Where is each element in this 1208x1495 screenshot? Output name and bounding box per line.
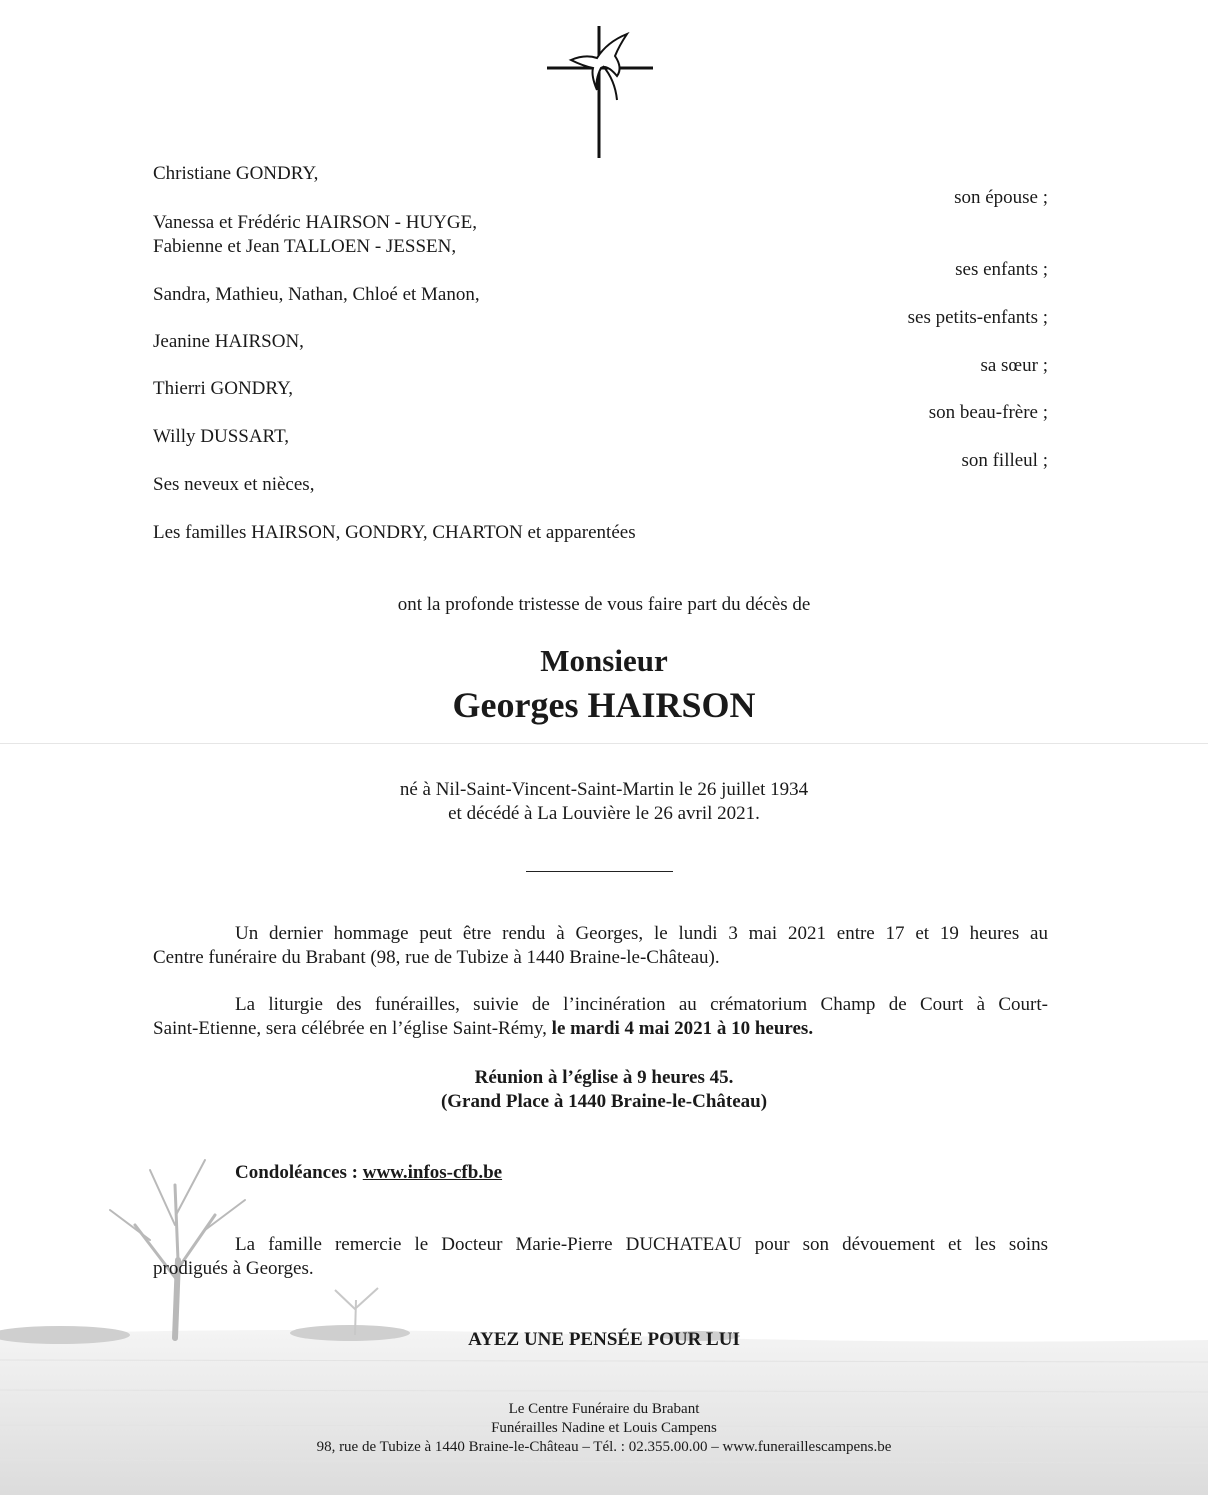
reunion-line-1: Réunion à l’église à 9 heures 45. xyxy=(474,1067,734,1088)
hommage-line-1: Un dernier hommage peut être rendu à Georges, le lundi 3 mai 2021 entre 17 et 19 heures au xyxy=(235,923,1048,944)
reunion-line-2: (Grand Place à 1440 Braine-le-Château) xyxy=(440,1091,768,1112)
condoleances-link[interactable]: www.infos-cfb.be xyxy=(362,1162,503,1183)
relative-name: Vanessa et Frédéric HAIRSON - HUYGE, xyxy=(153,212,477,233)
dove-cross-icon xyxy=(545,24,655,160)
ceremony-datetime: le mardi 4 mai 2021 à 10 heures. xyxy=(551,1018,814,1039)
relation-label: sa sœur ; xyxy=(980,355,1048,376)
liturgie-line-1: La liturgie des funérailles, suivie de l’incinération au crématorium Champ de Court à Court- xyxy=(235,994,1048,1015)
relative-name: Sandra, Mathieu, Nathan, Chloé et Manon, xyxy=(153,284,480,305)
relation-label: son épouse ; xyxy=(954,187,1048,208)
closing-text: AYEZ UNE PENSÉE POUR LUI xyxy=(468,1329,740,1350)
birth-info: né à Nil-Saint-Vincent-Saint-Martin le 26 juillet 1934 xyxy=(399,779,809,800)
deceased-title: Monsieur xyxy=(540,643,668,678)
footer-line-1: Le Centre Funéraire du Brabant xyxy=(508,1401,700,1417)
remerciement-line-1: La famille remercie le Docteur Marie-Pierre DUCHATEAU pour son dévouement et les soins xyxy=(235,1234,1048,1255)
condoleances-label: Condoléances : xyxy=(235,1162,363,1183)
hommage-line-2: Centre funéraire du Brabant (98, rue de Tubize à 1440 Braine-le-Château). xyxy=(153,947,720,968)
relation-label: ses enfants ; xyxy=(955,259,1048,280)
relation-label: son beau-frère ; xyxy=(928,402,1048,423)
announcement-text: ont la profonde tristesse de vous faire part du décès de xyxy=(397,594,811,615)
relative-name: Les familles HAIRSON, GONDRY, CHARTON et apparentées xyxy=(153,522,636,543)
footer-line-2: Funérailles Nadine et Louis Campens xyxy=(491,1420,717,1436)
relative-name: Thierri GONDRY, xyxy=(153,378,294,399)
remerciement-line-2: prodigués à Georges. xyxy=(153,1258,314,1279)
relative-name: Ses neveux et nièces, xyxy=(153,474,315,495)
footer-line-3: 98, rue de Tubize à 1440 Braine-le-Château – Tél. : 02.355.00.00 – www.funeraillescampens.be xyxy=(316,1439,892,1455)
relation-label: ses petits-enfants ; xyxy=(907,307,1048,328)
death-info: et décédé à La Louvière le 26 avril 2021. xyxy=(448,803,760,824)
relative-name: Fabienne et Jean TALLOEN - JESSEN, xyxy=(153,236,457,257)
fold-line xyxy=(0,743,1208,744)
relation-label: son filleul ; xyxy=(961,450,1048,471)
deceased-name: Georges HAIRSON xyxy=(452,685,756,725)
relative-name: Christiane GONDRY, xyxy=(153,163,319,184)
relative-name: Willy DUSSART, xyxy=(153,426,290,447)
relative-name: Jeanine HAIRSON, xyxy=(153,331,304,352)
divider-line xyxy=(526,871,673,872)
liturgie-line-2: Saint-Etienne, sera célébrée en l’église Saint-Rémy, xyxy=(153,1018,552,1039)
